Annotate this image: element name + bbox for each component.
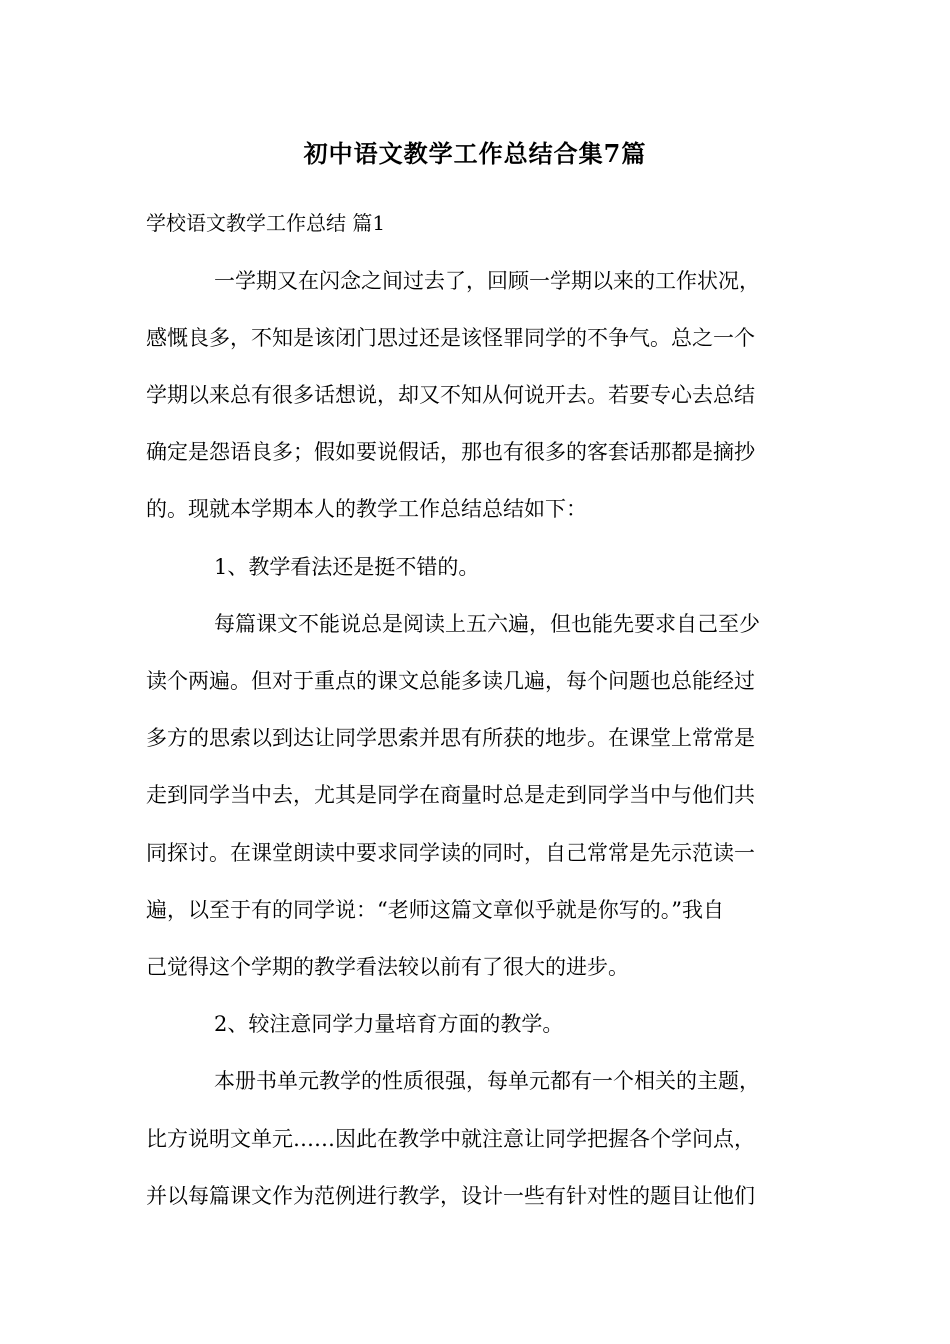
paragraph-line: 同探讨。在课堂朗读中要求同学读的同时，自己常常是先示范读一 [146,841,755,865]
paragraph-line: 学期以来总有很多话想说，却又不知从何说开去。若要专心去总结 [146,383,755,407]
paragraph-line: 每篇课文不能说总是阅读上五六遍，但也能先要求自己至少 [214,612,760,636]
paragraph-line: 遍，以至于有的同学说：“老师这篇文章似乎就是你写的。”我自 [146,898,724,922]
paragraph-line: 走到同学当中去，尤其是同学在商量时总是走到同学当中与他们共 [146,783,755,807]
paragraph-line: 本册书单元教学的性质很强，每单元都有一个相关的主题， [214,1069,760,1093]
paragraph-line: 确定是怨语良多；假如要说假话，那也有很多的客套话那都是摘抄 [146,440,755,464]
paragraph-line: 多方的思索以到达让同学思索并思有所获的地步。在课堂上常常是 [146,726,755,750]
document-title: 初中语文教学工作总结合集7篇 [303,139,647,168]
paragraph-line: 比方说明文单元……因此在教学中就注意让同学把握各个学问点， [146,1127,755,1151]
paragraph-line: 一学期又在闪念之间过去了，回顾一学期以来的工作状况， [214,269,760,293]
paragraph-line: 并以每篇课文作为范例进行教学，设计一些有针对性的题目让他们 [146,1184,755,1208]
section-heading: 学校语文教学工作总结 篇1 [146,211,386,235]
list-item-heading: 2、较注意同学力量培育方面的教学。 [214,1012,564,1036]
list-item-heading: 1、教学看法还是挺不错的。 [214,555,480,579]
paragraph-line: 己觉得这个学期的教学看法较以前有了很大的进步。 [146,955,629,979]
paragraph-line: 读个两遍。但对于重点的课文总能多读几遍，每个问题也总能经过 [146,669,755,693]
paragraph-line: 的。现就本学期本人的教学工作总结总结如下： [146,497,587,521]
paragraph-line: 感慨良多，不知是该闭门思过还是该怪罪同学的不争气。总之一个 [146,326,755,350]
